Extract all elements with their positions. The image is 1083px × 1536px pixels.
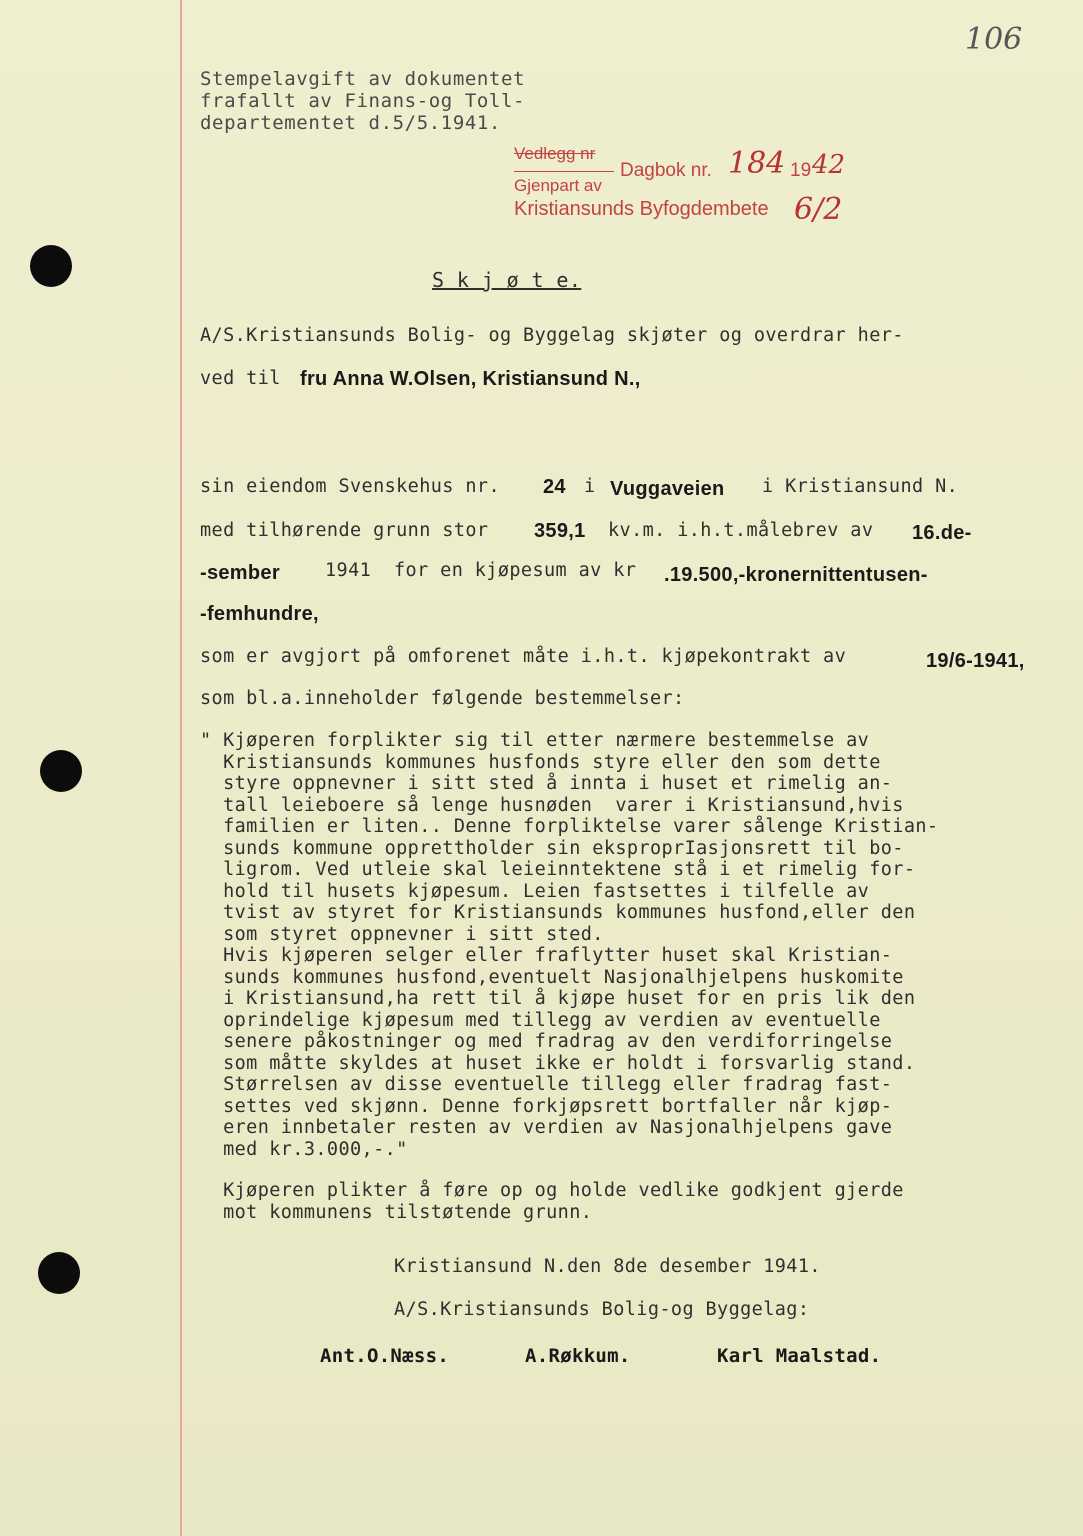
property-text-3b: for en kjøpesum av kr [394, 560, 637, 581]
clause-line: sunds kommune opprettholder sin eksproprIasjonsrett til bo- [200, 837, 904, 859]
property-text-5a: som er avgjort på omforenet måte i.h.t. kjøpekontrakt av [200, 646, 847, 667]
document-title: S k j ø t e. [432, 268, 582, 292]
purchase-price-cont: -femhundre, [200, 603, 319, 625]
clause-block [200, 730, 938, 1160]
stamp-dagbok-label: Dagbok nr. [620, 160, 712, 181]
clause-line: med kr.3.000,-." [200, 1138, 408, 1160]
margin-rule [180, 0, 182, 1536]
clause-line: settes ved skjønn. Denne forkjøpsrett bortfaller når kjøp- [200, 1095, 893, 1117]
clause-line: oprindelige kjøpesum med tillegg av verdien av eventuelle [200, 1009, 881, 1031]
stamp-gjenpart-label: Gjenpart av [514, 176, 602, 195]
clause-line: i Kristiansund,ha rett til å kjøpe huset for en pris lik den [200, 988, 916, 1009]
clause-line: som styret oppnevner i sitt sted. [200, 923, 604, 945]
clause-line: senere påkostninger og med fradrag av den verdiforringelse [200, 1031, 893, 1052]
clause-line: Størrelsen av disse eventuelle tillegg eller fradrag fast- [200, 1074, 893, 1095]
house-number: 24 [543, 476, 566, 498]
clause-line: Kristiansunds kommunes husfonds styre eller den som dette [200, 751, 881, 773]
property-text-1b: i [584, 476, 596, 497]
place-and-date: Kristiansund N.den 8de desember 1941. [394, 1256, 821, 1277]
clause-line: som måtte skyldes at huset ikke er holdt i forsvarlig stand. [200, 1052, 916, 1074]
street-name: Vuggaveien [610, 478, 725, 500]
stamp-fee-line-1: Stempelavgift av dokumentet [200, 68, 526, 90]
punch-hole-bottom [38, 1252, 80, 1294]
clause-line: eren innbetaler resten av verdien av Nasjonalhjelpens gave [200, 1117, 893, 1138]
clause-line: sunds kommunes husfond,eventuelt Nasjonalhjelpens huskomite [200, 966, 904, 988]
survey-date-part-2: -sember [200, 562, 280, 584]
signature-3: Karl Maalstad. [717, 1345, 882, 1367]
property-text-6: som bl.a.inneholder følgende bestemmelser: [200, 688, 685, 709]
stamp-fee-line-2: frafallt av Finans-og Toll- [200, 90, 526, 112]
clause-line: tall leieboere så lenge husnøden varer i Kristiansund,hvis [200, 794, 904, 816]
property-text-1c: i Kristiansund N. [762, 476, 959, 497]
stamp-date-handwritten: 6/2 [794, 192, 843, 227]
clause-line: ligrom. Ved utleie skal leieinntektene stå i et rimelig for- [200, 859, 916, 880]
property-text-2a: med tilhørende grunn stor [200, 520, 489, 541]
clause-line: tvist av styret for Kristiansunds kommunes husfond,eller den [200, 902, 916, 923]
stamp-office: Kristiansunds Byfogdembete [514, 198, 769, 220]
stamp-rule [514, 171, 614, 172]
clause-line: Hvis kjøperen selger eller fraflytter huset skal Kristian- [200, 945, 893, 966]
purchase-price: .19.500,-kronernittentusen- [664, 564, 928, 586]
clause-line: familien er liten.. Denne forpliktelse varer sålenge Kristian- [200, 816, 939, 837]
recipient-name: fru Anna W.Olsen, Kristiansund N., [300, 368, 641, 390]
intro-line-2-prefix: ved til [200, 368, 281, 389]
survey-date-year: 1941 [325, 560, 372, 581]
stamp-struck-label: Vedlegg nr [514, 144, 596, 163]
stamp-fee-line-3: departementet d.5/5.1941. [200, 112, 501, 134]
fence-clause-block [200, 1180, 904, 1223]
stamp-year-suffix: 42 [812, 150, 846, 180]
page-number: 106 [965, 22, 1023, 57]
company-name: A/S.Kristiansunds Bolig-og Byggelag: [394, 1299, 810, 1320]
fence-line: mot kommunens tilstøtende grunn. [200, 1201, 593, 1223]
plot-area: 359,1 [534, 520, 586, 542]
clause-line: hold til husets kjøpesum. Leien fastsettes i tilfelle av [200, 880, 870, 902]
fence-line: Kjøperen plikter å føre op og holde vedlike godkjent gjerde [200, 1180, 904, 1201]
contract-date: 19/6-1941, [926, 650, 1025, 672]
survey-date-part-1: 16.de- [912, 522, 972, 544]
intro-line-1: A/S.Kristiansunds Bolig- og Byggelag skjøter og overdrar her- [200, 325, 904, 346]
clause-line: styre oppnevner i sitt sted å innta i huset et rimelig an- [200, 773, 893, 794]
property-text-1a: sin eiendom Svenskehus nr. [200, 476, 500, 497]
property-text-2b: kv.m. i.h.t.målebrev av [608, 520, 874, 541]
stamp-year-prefix: 19 [790, 160, 812, 181]
punch-hole-middle [40, 750, 82, 792]
clause-line: " Kjøperen forplikter sig til etter nærmere bestemmelse av [200, 730, 870, 751]
signature-2: A.Røkkum. [525, 1345, 631, 1367]
punch-hole-top [30, 245, 72, 287]
signature-1: Ant.O.Næss. [320, 1345, 450, 1367]
dagbok-number: 184 [728, 146, 786, 181]
